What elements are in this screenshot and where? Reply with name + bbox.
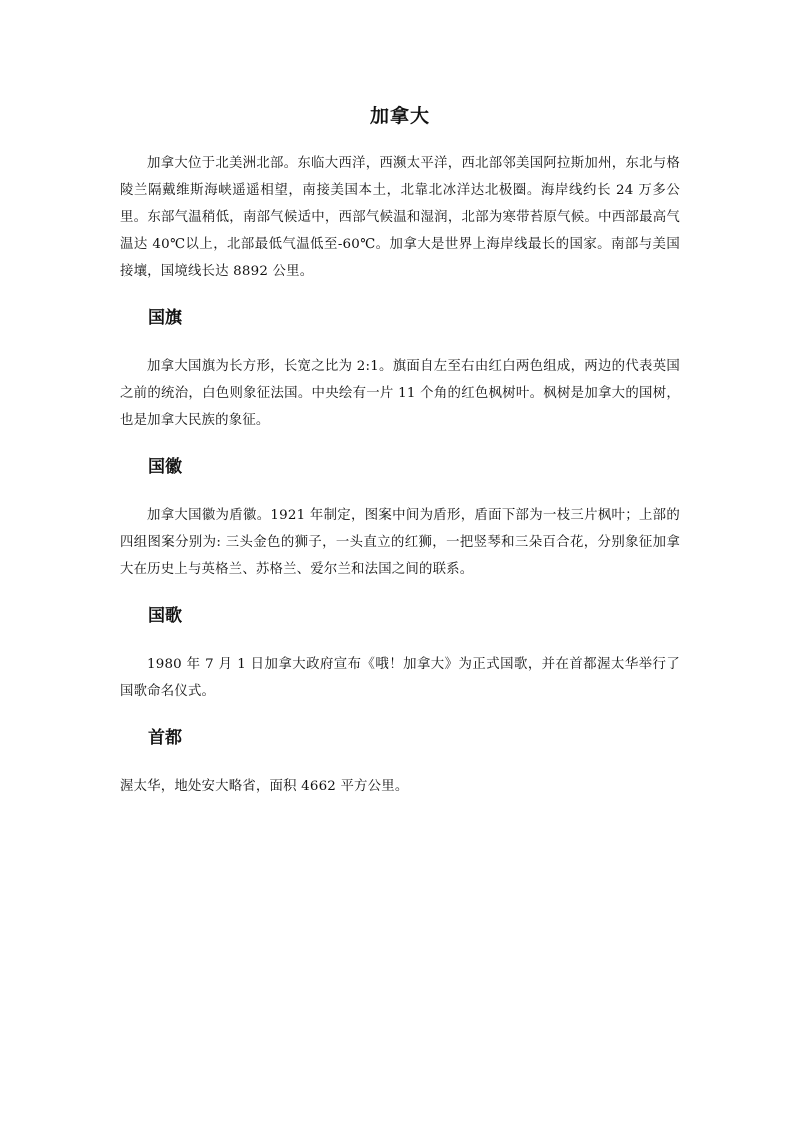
section-anthem bbox=[120, 601, 680, 705]
section-heading-anthem: 国歌 bbox=[148, 606, 182, 626]
document-title: 加拿大 bbox=[369, 105, 430, 127]
section-heading-emblem: 国徽 bbox=[148, 457, 182, 477]
section-flag bbox=[120, 303, 680, 434]
section-heading-flag: 国旗 bbox=[148, 308, 182, 328]
section-heading-capital: 首都 bbox=[148, 728, 182, 748]
section-paragraph-emblem: 加拿大国徽为盾徽。1921 年制定，图案中间为盾形，盾面下部为一枝三片枫叶；上部的四组图案分别为: 三头金色的狮子，一头直立的红狮，一把竖琴和三朵百合花，分别象征加拿大在历史上与英格兰、苏格兰、爱尔兰和法国之间的联系。 bbox=[120, 508, 680, 577]
section-capital bbox=[120, 723, 680, 800]
document-page bbox=[120, 100, 680, 800]
section-paragraph-capital: 渥太华，地处安大略省，面积 4662 平方公里。 bbox=[120, 779, 409, 794]
section-paragraph-anthem: 1980 年 7 月 1 日加拿大政府宣布《哦！加拿大》为正式国歌，并在首都渥太华举行了国歌命名仪式。 bbox=[120, 657, 680, 699]
intro-paragraph: 加拿大位于北美洲北部。东临大西洋，西濒太平洋，西北部邻美国阿拉斯加州，东北与格陵兰隔戴维斯海峡遥遥相望，南接美国本土，北靠北冰洋达北极圈。海岸线约长 24 万多公里。东部气温稍低，南部气候适中，西部气候温和湿润，北部为寒带苔原气候。中西部最高气温达 40℃以上，北部最低气温低至-60℃。加拿大是世界上海岸线最长的国家。南部与美国接壤，国境线长达 8892 公里。 bbox=[120, 156, 680, 279]
section-emblem bbox=[120, 452, 680, 583]
section-paragraph-flag: 加拿大国旗为长方形，长宽之比为 2:1。旗面自左至右由红白两色组成，两边的代表英国之前的统治，白色则象征法国。中央绘有一片 11 个角的红色枫树叶。枫树是加拿大的国树，也是加拿大民族的象征。 bbox=[120, 359, 680, 428]
